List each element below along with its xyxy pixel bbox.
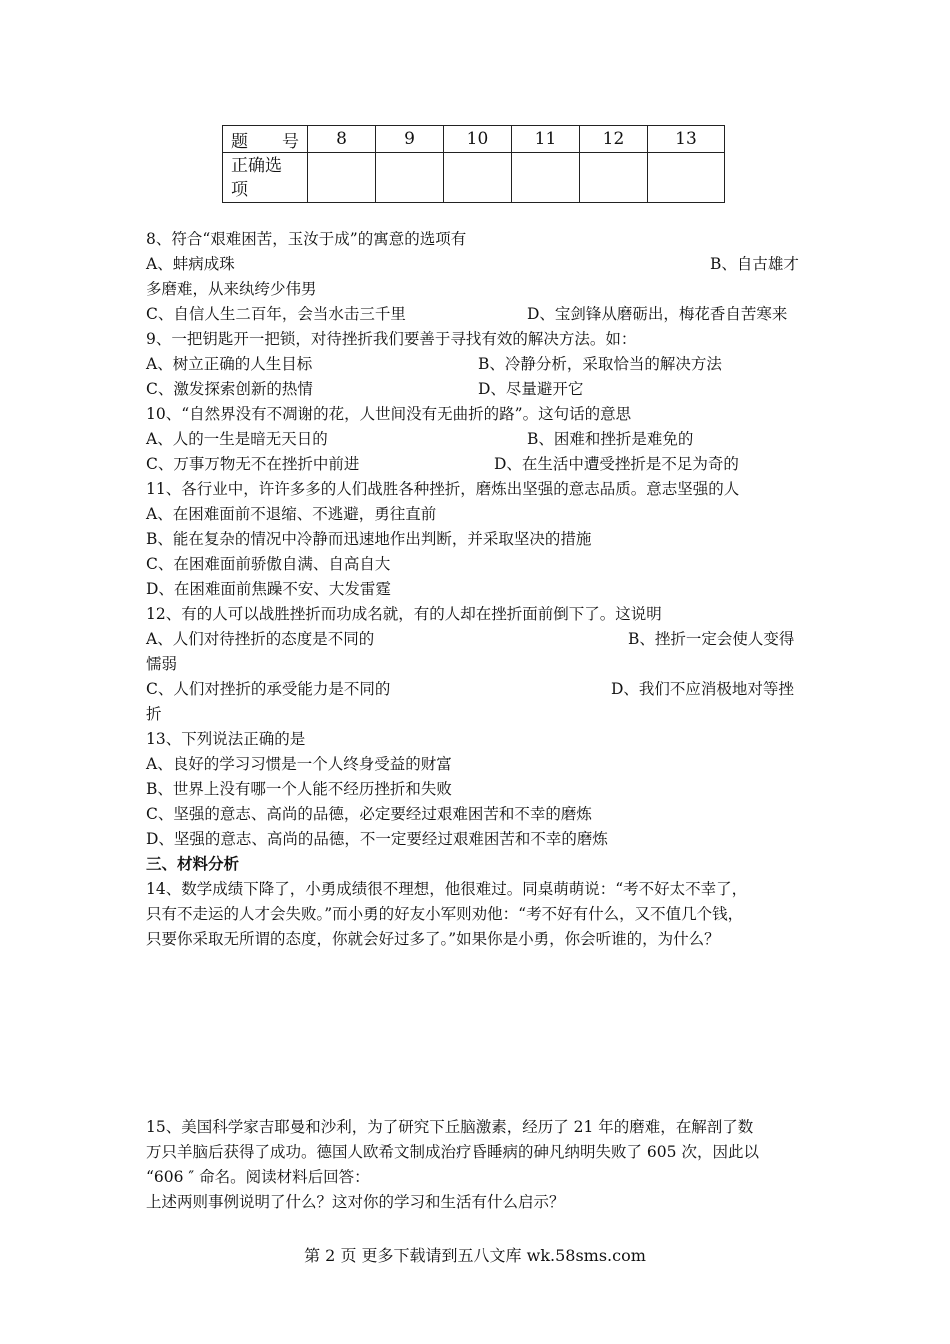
question-12-option-b-continued: 懦弱 — [146, 655, 178, 673]
answer-table-number: 13 — [648, 126, 725, 153]
question-8-option-a: A、蚌病成珠 — [146, 255, 235, 273]
answer-table-number: 11 — [512, 126, 580, 153]
answer-table-row-label: 正确选 项 — [223, 153, 308, 203]
answer-table-number: 8 — [308, 126, 376, 153]
question-13-stem: 13、下列说法正确的是 — [146, 730, 306, 748]
question-8-option-d: D、宝剑锋从磨砺出，梅花香自苦寒来 — [527, 305, 788, 323]
question-15-line-1: 15、美国科学家吉耶曼和沙利，为了研究下丘脑激素，经历了 21 年的磨难，在解剖了数 — [146, 1118, 754, 1136]
section-title: 三、材料分析 — [146, 854, 240, 873]
answer-cell[interactable] — [444, 153, 512, 203]
question-15-line-4: 上述两则事例说明了什么？这对你的学习和生活有什么启示？ — [146, 1193, 565, 1211]
question-13-option-c: C、坚强的意志、高尚的品德，必定要经过艰难困苦和不幸的磨炼 — [146, 805, 592, 823]
question-10-option-a: A、人的一生是暗无天日的 — [146, 430, 328, 448]
page-footer: 第 2 页 更多下载请到五八文库 wk.58sms.com — [304, 1246, 646, 1265]
question-8-option-b-continued: 多磨难，从来纨绔少伟男 — [146, 280, 317, 298]
question-11-option-d: D、在困难面前焦躁不安、大发雷霆 — [146, 580, 391, 598]
question-8-stem: 8、符合“艰难困苦，玉汝于成”的寓意的选项有 — [146, 230, 467, 248]
question-9-option-b: B、冷静分析，采取恰当的解决方法 — [478, 355, 722, 373]
question-9-option-c: C、激发探索创新的热情 — [146, 380, 313, 398]
answer-table-answer-row — [223, 153, 725, 203]
question-10-option-b: B、困难和挫折是难免的 — [527, 430, 694, 448]
answer-table-header-label: 题 号 — [223, 126, 308, 153]
question-14-line-1: 14、数学成绩下降了，小勇成绩很不理想，他很难过。同桌萌萌说：“考不好太不幸了， — [146, 880, 748, 898]
question-10-option-c: C、万事万物无不在挫折中前进 — [146, 455, 360, 473]
question-12-option-a: A、人们对待挫折的态度是不同的 — [146, 630, 375, 648]
question-12-stem: 12、有的人可以战胜挫折而功成名就，有的人却在挫折面前倒下了。这说明 — [146, 605, 662, 623]
question-9-option-d: D、尽量避开它 — [478, 380, 584, 398]
question-8-option-c: C、自信人生二百年，会当水击三千里 — [146, 305, 406, 323]
question-12-option-b: B、挫折一定会使人变得 — [628, 630, 795, 648]
question-10-stem: 10、“自然界没有不凋谢的花，人世间没有无曲折的路”。这句话的意思 — [146, 405, 632, 423]
question-11-option-b: B、能在复杂的情况中冷静而迅速地作出判断，并采取坚决的措施 — [146, 530, 592, 548]
answer-table-header-row — [223, 126, 725, 153]
answer-cell[interactable] — [648, 153, 725, 203]
question-8-option-b: B、自古雄才 — [710, 255, 799, 273]
question-13-option-a: A、良好的学习习惯是一个人终身受益的财富 — [146, 755, 452, 773]
question-12-option-d-continued: 折 — [146, 705, 162, 723]
answer-cell[interactable] — [580, 153, 648, 203]
answer-table-number: 9 — [376, 126, 444, 153]
question-12-option-d: D、我们不应消极地对等挫 — [611, 680, 794, 698]
question-14-line-3: 只要你采取无所谓的态度，你就会好过多了。”如果你是小勇，你会听谁的，为什么？ — [146, 930, 720, 948]
answer-cell[interactable] — [376, 153, 444, 203]
question-12-option-c: C、人们对挫折的承受能力是不同的 — [146, 680, 391, 698]
question-13-option-d: D、坚强的意志、高尚的品德，不一定要经过艰难困苦和不幸的磨炼 — [146, 830, 608, 848]
question-9-option-a: A、树立正确的人生目标 — [146, 355, 313, 373]
answer-table-number: 12 — [580, 126, 648, 153]
question-11-option-a: A、在困难面前不退缩、不逃避，勇往直前 — [146, 505, 437, 523]
question-10-option-d: D、在生活中遭受挫折是不足为奇的 — [494, 455, 739, 473]
question-15-line-2: 万只羊脑后获得了成功。德国人欧希文制成治疗昏睡病的砷凡纳明失败了 605 次，因此以 — [146, 1143, 759, 1161]
answer-cell[interactable] — [512, 153, 580, 203]
question-15-line-3: “606 ″ 命名。阅读材料后回答： — [146, 1168, 370, 1186]
answer-table — [222, 125, 725, 203]
question-9-stem: 9、一把钥匙开一把锁，对待挫折我们要善于寻找有效的解决方法。如： — [146, 330, 637, 348]
question-11-option-c: C、在困难面前骄傲自满、自高自大 — [146, 555, 391, 573]
answer-cell[interactable] — [308, 153, 376, 203]
question-13-option-b: B、世界上没有哪一个人能不经历挫折和失败 — [146, 780, 452, 798]
answer-table-number: 10 — [444, 126, 512, 153]
question-11-stem: 11、各行业中，许许多多的人们战胜各种挫折，磨炼出坚强的意志品质。意志坚强的人 — [146, 480, 740, 498]
question-14-line-2: 只有不走运的人才会失败。”而小勇的好友小军则劝他：“考不好有什么，又不值几个钱， — [146, 905, 744, 923]
